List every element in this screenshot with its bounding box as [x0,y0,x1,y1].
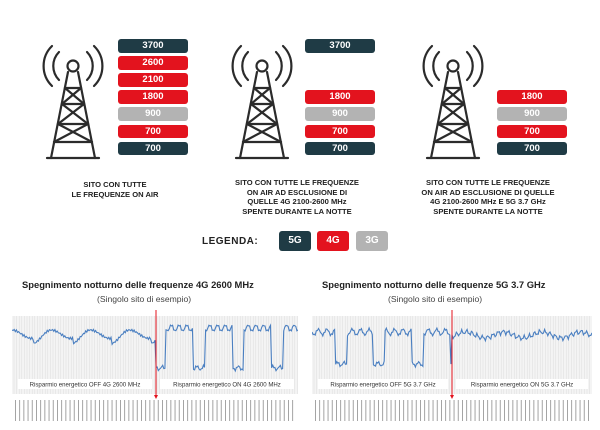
band-4g-1800: 1800 [305,90,375,104]
traffic-chart-5g [312,310,592,422]
band-5g-3700: 3700 [118,39,188,53]
traffic-chart-4g [12,310,298,422]
site-caption [408,178,568,216]
band-4g-700: 700 [497,125,567,139]
band-5g-700: 700 [118,142,188,156]
site-caption [222,178,372,216]
label-on: Risparmio energetico ON 5G 3.7 GHz [470,381,574,389]
legend-chip-4g: 4G [317,231,349,251]
band-3g-900: 900 [497,107,567,121]
caption-line: SITO CON TUTTE [83,180,147,189]
band-4g-1800: 1800 [118,90,188,104]
chart-subtitle-4g: (Singolo sito di esempio) [97,294,192,304]
legend-chip-5g: 5G [279,231,311,251]
caption-line: 4G 2100-2600 MHz E 5G 3.7 GHz [430,197,546,207]
band-4g-700: 700 [118,125,188,139]
legend-chip-3g: 3G [356,231,388,251]
cell-tower-icon [35,38,111,162]
cell-tower-icon [415,38,491,162]
cell-tower-icon [224,38,300,162]
label-off: Risparmio energetico OFF 4G 2600 MHz [29,381,141,389]
band-4g-700: 700 [305,125,375,139]
caption-line: SPENTE DURANTE LA NOTTE [242,206,352,216]
band-4g-1800: 1800 [497,90,567,104]
caption-line: SITO CON TUTTE LE FREQUENZE [426,178,550,187]
label-on: Risparmio energetico ON 4G 2600 MHz [173,381,281,389]
band-3g-900: 900 [305,107,375,121]
chart-title-4g: Spegnimento notturno delle frequenze 4G 2600 MHz [22,279,254,290]
band-4g-2100: 2100 [118,73,188,87]
chart-title-5g: Spegnimento notturno delle frequenze 5G 3.7 GHz [322,279,546,290]
label-off: Risparmio energetico OFF 5G 3.7 GHz [330,381,436,389]
caption-line: LE FREQUENZE ON AIR [71,189,159,199]
caption-line: QUELLE 4G 2100-2600 MHz [247,197,347,207]
caption-line: ON AIR AD ESCLUSIONE DI QUELLE [421,187,555,197]
band-5g-3700: 3700 [305,39,375,53]
legend-label: LEGENDA: [202,236,259,247]
site-caption [55,180,175,199]
caption-line: SITO CON TUTTE LE FREQUENZE [235,178,359,187]
band-3g-900: 900 [118,107,188,121]
caption-line: SPENTE DURANTE LA NOTTE [433,206,543,216]
band-5g-700: 700 [305,142,375,156]
band-4g-2600: 2600 [118,56,188,70]
band-5g-700: 700 [497,142,567,156]
chart-subtitle-5g: (Singolo sito di esempio) [388,294,483,304]
caption-line: ON AIR AD ESCLUSIONE DI [246,187,348,197]
